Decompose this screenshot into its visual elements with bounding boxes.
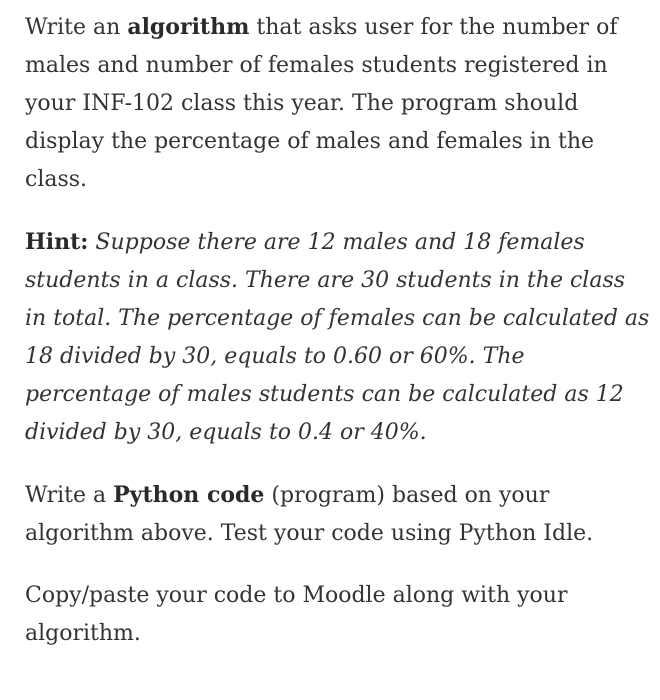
hint-paragraph: [25, 223, 650, 452]
python-paragraph: [25, 476, 650, 553]
python-text-after: (program) based on your algorithm above. Test your code using Python Idle.: [25, 483, 594, 546]
algorithm-keyword: algorithm: [127, 14, 250, 40]
task-text-before: Write an: [25, 15, 128, 40]
hint-text: Suppose there are 12 males and 18 females students in a class. There are 30 students in the class in total. The percentage of females can be calculated as 18 divided by 30, equals to 0.60 or 60%. The percentage of males students can be calculated as 12 divided by 30, equals to 0.4 or 40%.: [25, 230, 650, 445]
assignment-text: [25, 8, 650, 677]
python-text-before: Write a: [25, 483, 114, 508]
submission-paragraph: Copy/paste your code to Moodle along with your algorithm.: [25, 583, 568, 646]
task-paragraph: [25, 8, 650, 199]
python-code-keyword: Python code: [113, 482, 265, 508]
hint-label: Hint:: [25, 229, 89, 255]
task-text-after: that asks user for the number of males and number of females students registered in your INF-102 class this year. The program should display the percentage of males and females in the class.: [25, 15, 618, 192]
